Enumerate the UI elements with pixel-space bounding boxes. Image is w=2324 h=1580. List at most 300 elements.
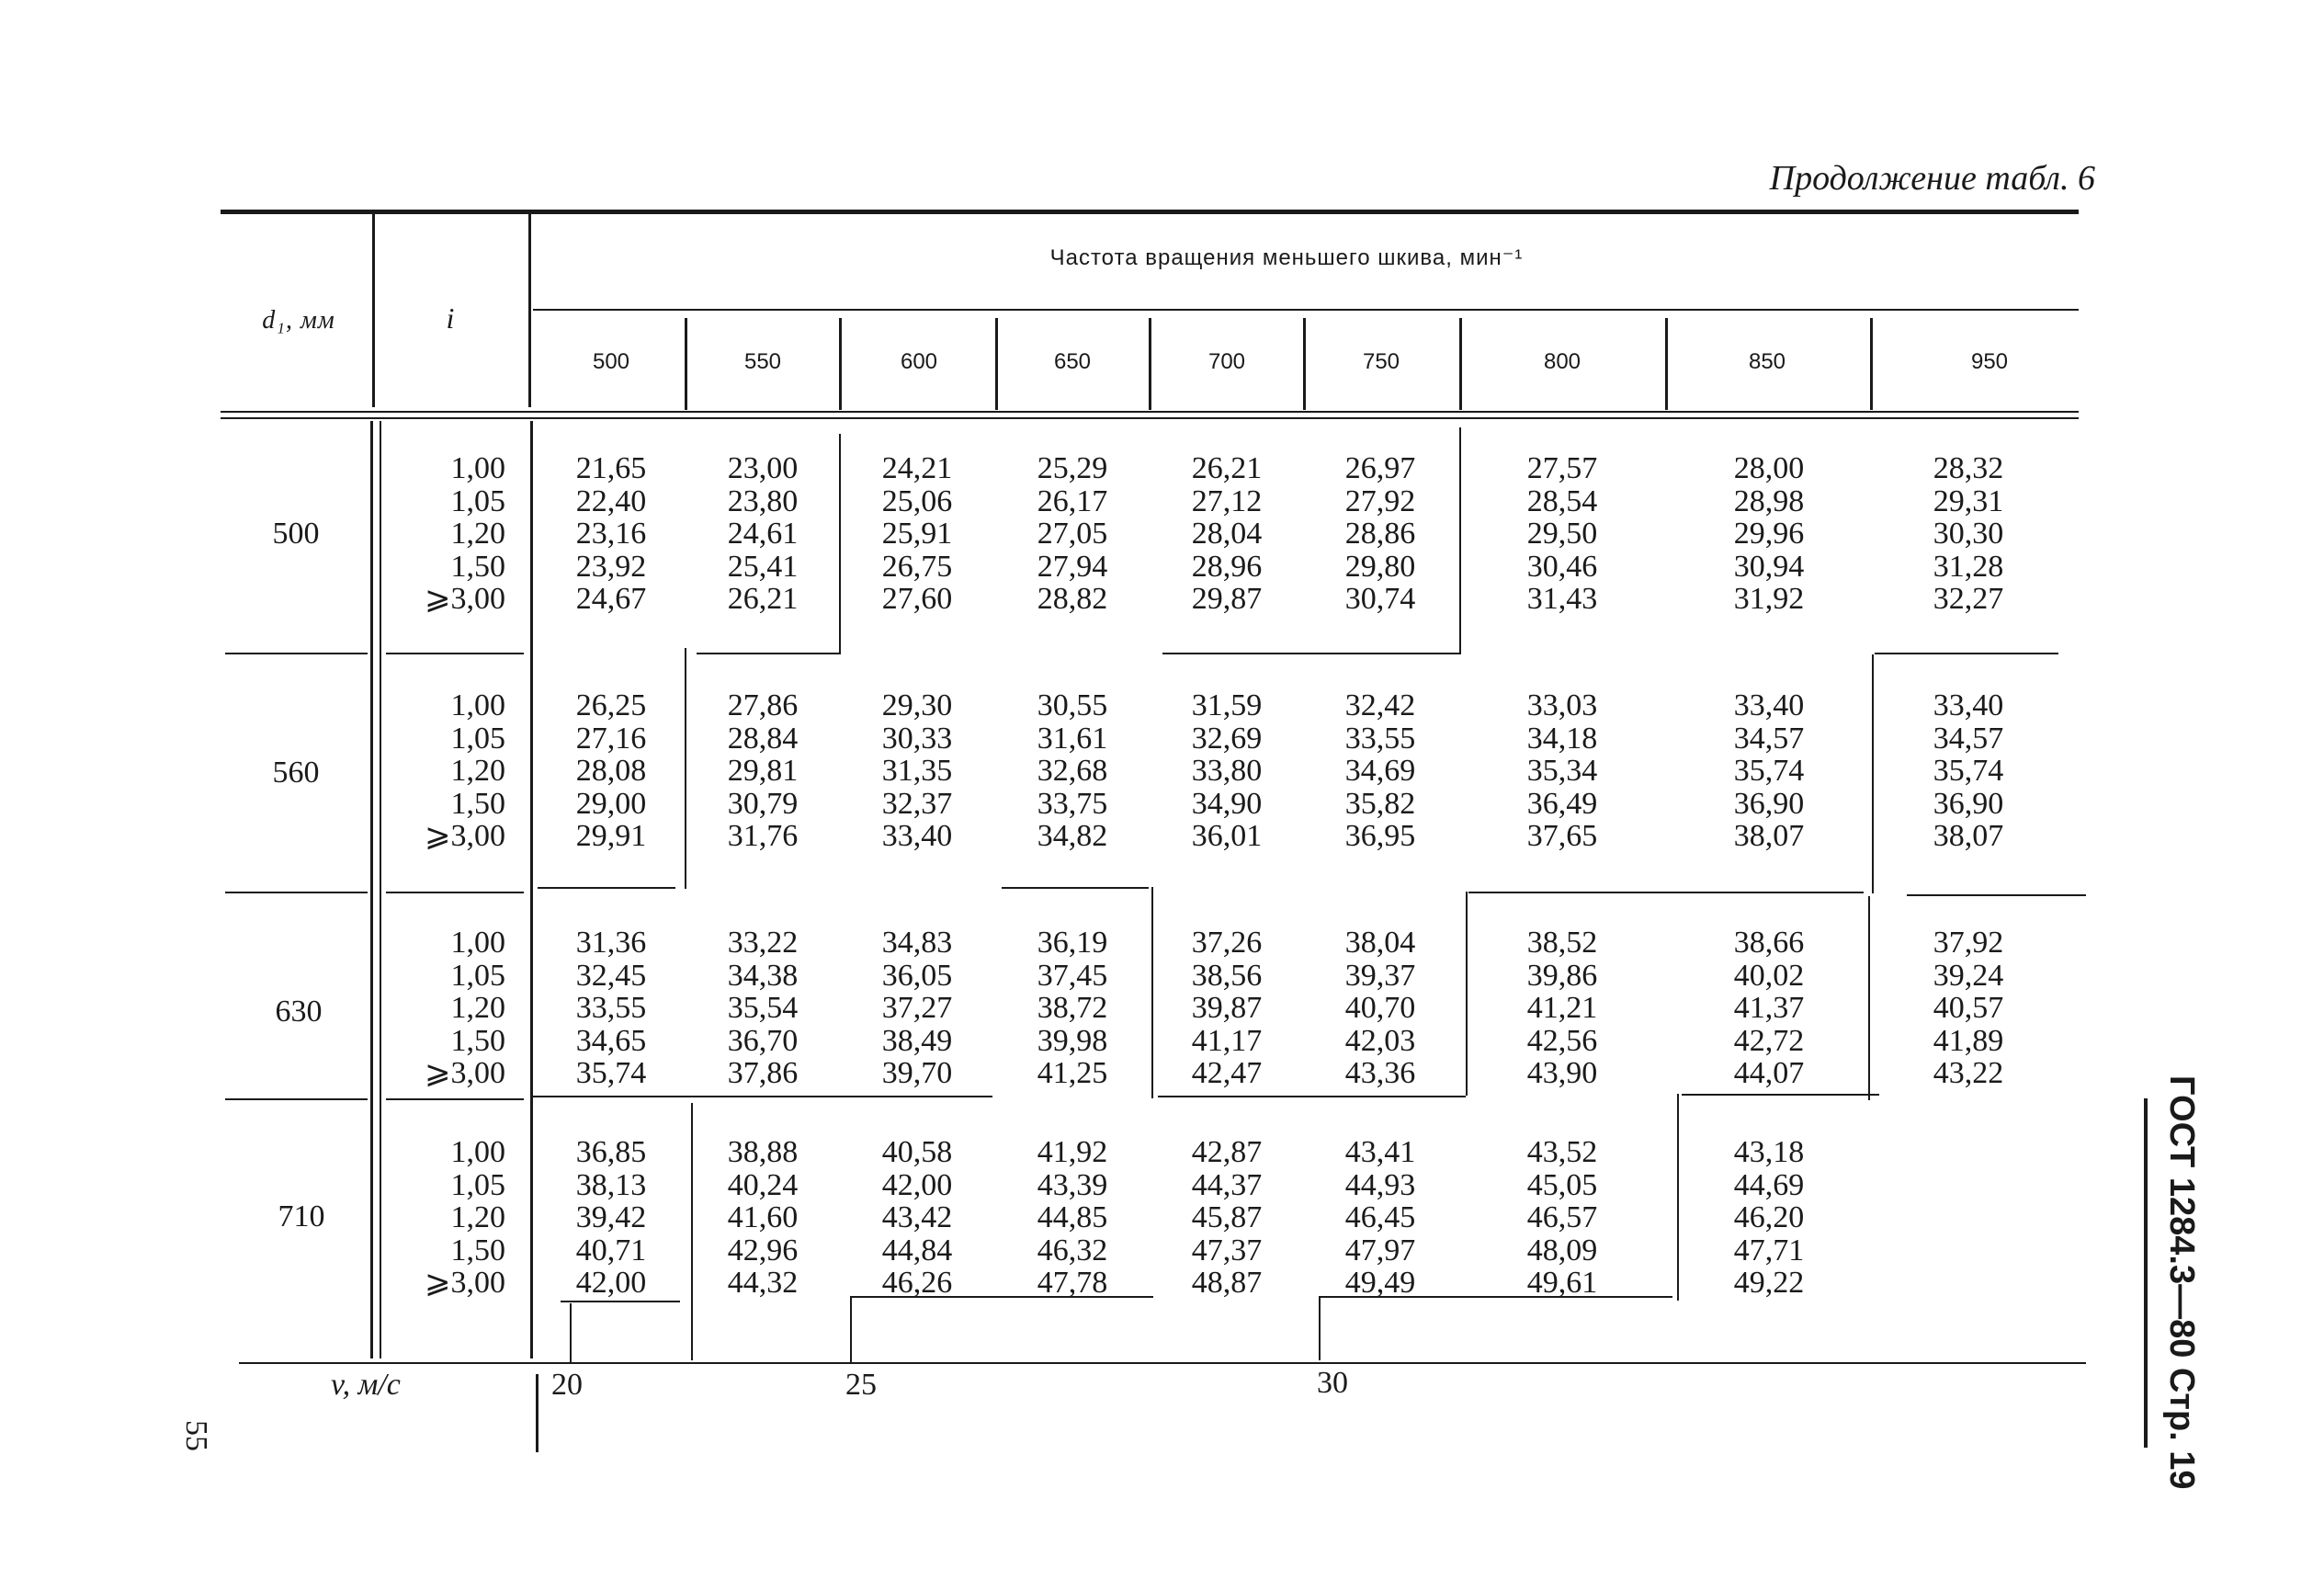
value-cell: 32,45 bbox=[575, 958, 647, 993]
value-cell: 45,87 bbox=[1191, 1200, 1263, 1234]
value-cell: 21,65 bbox=[575, 451, 647, 485]
value-cell: 24,21 bbox=[881, 451, 953, 485]
value-cell: 40,24 bbox=[727, 1167, 799, 1202]
v-step-1v bbox=[839, 434, 841, 654]
value-cell: 31,43 bbox=[1526, 582, 1598, 616]
value-column bbox=[853, 1136, 981, 1300]
value-cell: 25,29 bbox=[1037, 451, 1108, 485]
value-cell: 35,74 bbox=[1733, 754, 1805, 788]
value-cell: 39,86 bbox=[1526, 958, 1598, 993]
hdr-vline-4 bbox=[1149, 318, 1151, 410]
value-cell: 30,74 bbox=[1344, 582, 1416, 616]
rpm-800: 800 bbox=[1543, 349, 1581, 374]
value-cell: 25,06 bbox=[881, 483, 953, 518]
value-cell: 41,89 bbox=[1933, 1023, 2004, 1058]
value-cell: 43,52 bbox=[1526, 1135, 1598, 1169]
value-cell: 44,32 bbox=[727, 1266, 799, 1300]
value-cell: 29,30 bbox=[881, 688, 953, 722]
value-cell: 26,97 bbox=[1344, 451, 1416, 485]
value-cell: 31,28 bbox=[1933, 549, 2004, 584]
value-cell: 34,18 bbox=[1526, 721, 1598, 756]
value-cell: 28,00 bbox=[1733, 451, 1805, 485]
value-column bbox=[1498, 689, 1627, 853]
v-step-10v bbox=[1677, 1094, 1679, 1301]
value-cell: 38,49 bbox=[881, 1023, 953, 1058]
i-value: 1,50 bbox=[450, 786, 505, 821]
value-cell: 48,09 bbox=[1526, 1233, 1598, 1267]
i-value: 1,05 bbox=[450, 1167, 505, 1202]
d1-630: 630 bbox=[275, 995, 323, 1029]
v-step-2v bbox=[1459, 427, 1461, 654]
value-cell: 43,36 bbox=[1344, 1056, 1416, 1090]
value-cell: 27,86 bbox=[727, 688, 799, 722]
value-cell: 29,87 bbox=[1191, 582, 1263, 616]
v-step-11 bbox=[561, 1301, 680, 1302]
value-cell: 37,92 bbox=[1933, 926, 2004, 960]
value-cell: 32,69 bbox=[1191, 721, 1263, 756]
freq-header: Частота вращения меньшего шкива, мин⁻¹ bbox=[1049, 245, 1524, 270]
value-cell: 23,16 bbox=[575, 517, 647, 551]
value-cell: 45,05 bbox=[1526, 1167, 1598, 1202]
value-column bbox=[698, 1136, 827, 1300]
value-cell: 28,82 bbox=[1037, 582, 1108, 616]
value-cell: 32,27 bbox=[1933, 582, 2004, 616]
hdr-vline-7 bbox=[1665, 318, 1668, 410]
value-cell: 39,42 bbox=[575, 1200, 647, 1234]
i-value: 1,00 bbox=[450, 688, 505, 722]
value-cell: 30,79 bbox=[727, 786, 799, 821]
value-column bbox=[1162, 689, 1291, 853]
value-cell: 46,20 bbox=[1733, 1200, 1805, 1234]
value-column bbox=[547, 926, 675, 1090]
value-cell: 42,56 bbox=[1526, 1023, 1598, 1058]
hdr-vline-8 bbox=[1870, 318, 1873, 410]
i-value: ⩾3,00 bbox=[425, 1056, 505, 1090]
value-cell: 28,04 bbox=[1191, 517, 1263, 551]
i-value: 1,20 bbox=[450, 1200, 505, 1234]
value-cell: 24,61 bbox=[727, 517, 799, 551]
value-cell: 40,70 bbox=[1344, 991, 1416, 1025]
hdr-vline-i bbox=[528, 214, 531, 407]
value-cell: 31,36 bbox=[575, 926, 647, 960]
v-step-2 bbox=[1162, 653, 1459, 654]
value-cell: 47,71 bbox=[1733, 1233, 1805, 1267]
d1-500: 500 bbox=[272, 517, 320, 551]
value-cell: 43,90 bbox=[1526, 1056, 1598, 1090]
value-cell: 34,90 bbox=[1191, 786, 1263, 821]
value-cell: 26,21 bbox=[727, 582, 799, 616]
value-cell: 31,35 bbox=[881, 754, 953, 788]
value-cell: 44,37 bbox=[1191, 1167, 1263, 1202]
rpm-500: 500 bbox=[592, 349, 630, 374]
rpm-650: 650 bbox=[1053, 349, 1092, 374]
value-cell: 47,78 bbox=[1037, 1266, 1108, 1300]
value-cell: 33,03 bbox=[1526, 688, 1598, 722]
value-cell: 29,31 bbox=[1933, 483, 2004, 518]
value-column bbox=[1904, 689, 2033, 853]
value-cell: 33,40 bbox=[881, 819, 953, 853]
value-cell: 49,61 bbox=[1526, 1266, 1598, 1300]
value-cell: 37,45 bbox=[1037, 958, 1108, 993]
value-cell: 42,00 bbox=[575, 1266, 647, 1300]
v-step-3 bbox=[1875, 653, 2058, 654]
value-cell: 37,65 bbox=[1526, 819, 1598, 853]
value-cell: 35,34 bbox=[1526, 754, 1598, 788]
v-step-7v bbox=[1868, 896, 1870, 1100]
v-step-9 bbox=[1158, 1096, 1466, 1097]
value-cell: 36,70 bbox=[727, 1023, 799, 1058]
value-cell: 22,40 bbox=[575, 483, 647, 518]
value-cell: 34,83 bbox=[881, 926, 953, 960]
i-value: 1,00 bbox=[450, 451, 505, 485]
value-cell: 36,49 bbox=[1526, 786, 1598, 821]
hdr-vline-1 bbox=[685, 318, 687, 410]
value-cell: 42,87 bbox=[1191, 1135, 1263, 1169]
value-cell: 35,74 bbox=[1933, 754, 2004, 788]
value-cell: 36,90 bbox=[1933, 786, 2004, 821]
rpm-850: 850 bbox=[1748, 349, 1786, 374]
v-step-1 bbox=[697, 653, 839, 654]
value-cell: 39,70 bbox=[881, 1056, 953, 1090]
v-step-5v bbox=[1151, 887, 1153, 1098]
value-cell: 42,00 bbox=[881, 1167, 953, 1202]
value-cell: 38,07 bbox=[1933, 819, 2004, 853]
value-cell: 29,96 bbox=[1733, 517, 1805, 551]
value-column bbox=[1498, 452, 1627, 616]
value-cell: 26,75 bbox=[881, 549, 953, 584]
value-column bbox=[1904, 452, 2033, 616]
value-cell: 39,98 bbox=[1037, 1023, 1108, 1058]
i-group-710 bbox=[368, 1136, 505, 1300]
i-value: 1,20 bbox=[450, 754, 505, 788]
v-step-13v bbox=[850, 1296, 852, 1362]
value-cell: 46,45 bbox=[1344, 1200, 1416, 1234]
d1-710: 710 bbox=[278, 1199, 325, 1233]
value-cell: 31,61 bbox=[1037, 721, 1108, 756]
top-rule bbox=[221, 210, 2079, 214]
value-cell: 23,92 bbox=[575, 549, 647, 584]
value-cell: 43,39 bbox=[1037, 1167, 1108, 1202]
value-cell: 47,37 bbox=[1191, 1233, 1263, 1267]
value-column bbox=[1705, 452, 1833, 616]
value-cell: 30,30 bbox=[1933, 517, 2004, 551]
value-cell: 39,24 bbox=[1933, 958, 2004, 993]
value-cell: 36,01 bbox=[1191, 819, 1263, 853]
value-cell: 26,25 bbox=[575, 688, 647, 722]
value-column bbox=[1008, 689, 1137, 853]
value-cell: 28,32 bbox=[1933, 451, 2004, 485]
value-cell: 39,87 bbox=[1191, 991, 1263, 1025]
i-value: 1,20 bbox=[450, 517, 505, 551]
value-column bbox=[698, 689, 827, 853]
value-cell: 40,58 bbox=[881, 1135, 953, 1169]
value-cell: 43,22 bbox=[1933, 1056, 2004, 1090]
v-step-5 bbox=[1002, 887, 1149, 889]
velocity-label: v, м/с bbox=[331, 1368, 401, 1402]
value-cell: 44,07 bbox=[1733, 1056, 1805, 1090]
value-cell: 28,86 bbox=[1344, 517, 1416, 551]
value-cell: 44,93 bbox=[1344, 1167, 1416, 1202]
value-cell: 31,76 bbox=[727, 819, 799, 853]
value-cell: 30,94 bbox=[1733, 549, 1805, 584]
value-cell: 42,72 bbox=[1733, 1023, 1805, 1058]
v-step-8 bbox=[533, 1096, 992, 1097]
value-cell: 35,82 bbox=[1344, 786, 1416, 821]
sep-i-3 bbox=[386, 1098, 524, 1100]
value-cell: 38,66 bbox=[1733, 926, 1805, 960]
value-cell: 29,81 bbox=[727, 754, 799, 788]
value-cell: 41,25 bbox=[1037, 1056, 1108, 1090]
value-column bbox=[853, 926, 981, 1090]
i-value: 1,00 bbox=[450, 1135, 505, 1169]
value-cell: 33,22 bbox=[727, 926, 799, 960]
value-cell: 26,17 bbox=[1037, 483, 1108, 518]
sep-d1-3 bbox=[225, 1098, 368, 1100]
value-cell: 48,87 bbox=[1191, 1266, 1263, 1300]
value-cell: 32,42 bbox=[1344, 688, 1416, 722]
v-step-11v bbox=[570, 1303, 572, 1363]
v-vline bbox=[536, 1374, 538, 1452]
value-cell: 33,80 bbox=[1191, 754, 1263, 788]
value-cell: 44,84 bbox=[881, 1233, 953, 1267]
value-cell: 44,69 bbox=[1733, 1167, 1805, 1202]
value-cell: 23,00 bbox=[727, 451, 799, 485]
hdr-vline-5 bbox=[1303, 318, 1306, 410]
i-value: 1,05 bbox=[450, 958, 505, 993]
i-value: 1,50 bbox=[450, 549, 505, 584]
i-value: ⩾3,00 bbox=[425, 582, 505, 616]
rpm-750: 750 bbox=[1362, 349, 1400, 374]
value-cell: 37,86 bbox=[727, 1056, 799, 1090]
i-value: ⩾3,00 bbox=[425, 1266, 505, 1300]
value-cell: 30,46 bbox=[1526, 549, 1598, 584]
value-cell: 27,57 bbox=[1526, 451, 1598, 485]
value-column bbox=[1705, 689, 1833, 853]
value-cell: 25,91 bbox=[881, 517, 953, 551]
value-cell: 42,96 bbox=[727, 1233, 799, 1267]
value-cell: 47,97 bbox=[1344, 1233, 1416, 1267]
v-step-7 bbox=[1907, 894, 2086, 896]
rpm-700: 700 bbox=[1207, 349, 1246, 374]
rpm-950: 950 bbox=[1970, 349, 2009, 374]
value-cell: 34,69 bbox=[1344, 754, 1416, 788]
value-column bbox=[853, 689, 981, 853]
value-column bbox=[1316, 689, 1445, 853]
value-cell: 27,94 bbox=[1037, 549, 1108, 584]
value-cell: 28,54 bbox=[1526, 483, 1598, 518]
rpm-550: 550 bbox=[743, 349, 782, 374]
value-cell: 30,33 bbox=[881, 721, 953, 756]
value-column bbox=[1705, 926, 1833, 1090]
value-cell: 27,12 bbox=[1191, 483, 1263, 518]
value-cell: 38,56 bbox=[1191, 958, 1263, 993]
value-cell: 33,55 bbox=[1344, 721, 1416, 756]
value-cell: 38,72 bbox=[1037, 991, 1108, 1025]
value-cell: 29,80 bbox=[1344, 549, 1416, 584]
d1-560: 560 bbox=[272, 756, 320, 790]
value-cell: 30,55 bbox=[1037, 688, 1108, 722]
value-column bbox=[1498, 926, 1627, 1090]
value-cell: 37,27 bbox=[881, 991, 953, 1025]
side-rule bbox=[2144, 1098, 2148, 1448]
value-cell: 23,80 bbox=[727, 483, 799, 518]
value-cell: 43,18 bbox=[1733, 1135, 1805, 1169]
value-cell: 33,40 bbox=[1733, 688, 1805, 722]
value-column bbox=[547, 452, 675, 616]
bottom-rule bbox=[239, 1362, 2086, 1364]
value-cell: 46,32 bbox=[1037, 1233, 1108, 1267]
sep-d1-1 bbox=[225, 653, 368, 654]
value-column bbox=[1316, 926, 1445, 1090]
value-cell: 41,21 bbox=[1526, 991, 1598, 1025]
value-cell: 43,41 bbox=[1344, 1135, 1416, 1169]
value-cell: 29,91 bbox=[575, 819, 647, 853]
velocity-mark-20: 20 bbox=[551, 1368, 583, 1402]
value-cell: 36,90 bbox=[1733, 786, 1805, 821]
value-cell: 36,19 bbox=[1037, 926, 1108, 960]
value-column bbox=[853, 452, 981, 616]
value-cell: 40,57 bbox=[1933, 991, 2004, 1025]
i-value: 1,05 bbox=[450, 721, 505, 756]
value-column bbox=[547, 1136, 675, 1300]
value-cell: 36,85 bbox=[575, 1135, 647, 1169]
page-number: 55 bbox=[179, 1420, 213, 1451]
value-cell: 34,82 bbox=[1037, 819, 1108, 853]
value-column bbox=[1162, 926, 1291, 1090]
v-step-12v bbox=[691, 1103, 693, 1360]
hdr-vline-d1 bbox=[372, 214, 375, 407]
value-cell: 46,26 bbox=[881, 1266, 953, 1300]
value-cell: 36,05 bbox=[881, 958, 953, 993]
value-column bbox=[1316, 452, 1445, 616]
value-cell: 28,98 bbox=[1733, 483, 1805, 518]
value-cell: 32,37 bbox=[881, 786, 953, 821]
header-rule-1 bbox=[221, 411, 2079, 413]
value-column bbox=[1008, 1136, 1137, 1300]
value-cell: 29,50 bbox=[1526, 517, 1598, 551]
value-cell: 34,57 bbox=[1733, 721, 1805, 756]
value-cell: 44,85 bbox=[1037, 1200, 1108, 1234]
value-cell: 49,22 bbox=[1733, 1266, 1805, 1300]
value-cell: 38,13 bbox=[575, 1167, 647, 1202]
value-cell: 34,38 bbox=[727, 958, 799, 993]
value-cell: 42,03 bbox=[1344, 1023, 1416, 1058]
value-column bbox=[698, 452, 827, 616]
i-value: 1,50 bbox=[450, 1233, 505, 1267]
value-cell: 28,84 bbox=[727, 721, 799, 756]
rpm-600: 600 bbox=[900, 349, 938, 374]
value-cell: 40,71 bbox=[575, 1233, 647, 1267]
v-step-4v bbox=[685, 648, 686, 889]
value-cell: 46,57 bbox=[1526, 1200, 1598, 1234]
v-step-8v bbox=[1466, 892, 1468, 1096]
value-cell: 41,60 bbox=[727, 1200, 799, 1234]
value-cell: 31,59 bbox=[1191, 688, 1263, 722]
value-cell: 24,67 bbox=[575, 582, 647, 616]
value-column bbox=[1008, 926, 1137, 1090]
value-cell: 38,04 bbox=[1344, 926, 1416, 960]
velocity-mark-30: 30 bbox=[1317, 1366, 1348, 1400]
value-cell: 36,95 bbox=[1344, 819, 1416, 853]
i-value: 1,20 bbox=[450, 991, 505, 1025]
velocity-mark-25: 25 bbox=[845, 1368, 877, 1402]
i-group-560 bbox=[368, 689, 505, 853]
sep-d1-2 bbox=[225, 892, 368, 893]
value-cell: 41,92 bbox=[1037, 1135, 1108, 1169]
value-column bbox=[1705, 1136, 1833, 1300]
value-cell: 27,92 bbox=[1344, 483, 1416, 518]
hdr-vline-2 bbox=[839, 318, 842, 410]
table-caption: Продолжение табл. 6 bbox=[1769, 159, 2095, 198]
i-value: ⩾3,00 bbox=[425, 819, 505, 853]
value-cell: 35,74 bbox=[575, 1056, 647, 1090]
value-cell: 25,41 bbox=[727, 549, 799, 584]
i-value: 1,05 bbox=[450, 483, 505, 518]
value-cell: 39,37 bbox=[1344, 958, 1416, 993]
value-column bbox=[1162, 452, 1291, 616]
v-step-10 bbox=[1682, 1094, 1879, 1096]
value-cell: 27,60 bbox=[881, 582, 953, 616]
value-cell: 32,68 bbox=[1037, 754, 1108, 788]
freq-rule bbox=[533, 309, 2079, 311]
i-group-500 bbox=[368, 452, 505, 616]
value-cell: 40,02 bbox=[1733, 958, 1805, 993]
v-step-6 bbox=[1468, 892, 1864, 893]
value-cell: 31,92 bbox=[1733, 582, 1805, 616]
value-cell: 34,57 bbox=[1933, 721, 2004, 756]
value-cell: 33,55 bbox=[575, 991, 647, 1025]
value-cell: 38,52 bbox=[1526, 926, 1598, 960]
v-step-4 bbox=[538, 887, 675, 889]
sep-i-2 bbox=[386, 892, 524, 893]
i-header: i bbox=[446, 301, 455, 335]
value-cell: 43,42 bbox=[881, 1200, 953, 1234]
i-value: 1,50 bbox=[450, 1023, 505, 1058]
value-column bbox=[1904, 926, 2033, 1090]
value-cell: 26,21 bbox=[1191, 451, 1263, 485]
value-column bbox=[1498, 1136, 1627, 1300]
value-cell: 41,17 bbox=[1191, 1023, 1263, 1058]
value-cell: 27,05 bbox=[1037, 517, 1108, 551]
v-step-14v bbox=[1319, 1296, 1321, 1360]
value-cell: 38,07 bbox=[1733, 819, 1805, 853]
value-cell: 49,49 bbox=[1344, 1266, 1416, 1300]
value-column bbox=[1316, 1136, 1445, 1300]
value-column bbox=[698, 926, 827, 1090]
standard-label: ГОСТ 1284.3—80 Стр. 19 bbox=[2162, 1075, 2201, 1490]
v-step-3v bbox=[1872, 654, 1874, 893]
value-cell: 29,00 bbox=[575, 786, 647, 821]
value-cell: 34,65 bbox=[575, 1023, 647, 1058]
value-cell: 27,16 bbox=[575, 721, 647, 756]
body-vline-i bbox=[530, 421, 533, 1358]
value-column bbox=[547, 689, 675, 853]
i-value: 1,00 bbox=[450, 926, 505, 960]
header-rule-2 bbox=[221, 417, 2079, 419]
value-cell: 42,47 bbox=[1191, 1056, 1263, 1090]
value-cell: 33,40 bbox=[1933, 688, 2004, 722]
sep-i-1 bbox=[386, 653, 524, 654]
hdr-vline-6 bbox=[1459, 318, 1462, 410]
i-group-630 bbox=[368, 926, 505, 1090]
value-column bbox=[1162, 1136, 1291, 1300]
value-column bbox=[1008, 452, 1137, 616]
value-cell: 41,37 bbox=[1733, 991, 1805, 1025]
value-cell: 35,54 bbox=[727, 991, 799, 1025]
hdr-vline-3 bbox=[995, 318, 998, 410]
d1-header: d₁, мм bbox=[262, 306, 335, 335]
value-cell: 37,26 bbox=[1191, 926, 1263, 960]
